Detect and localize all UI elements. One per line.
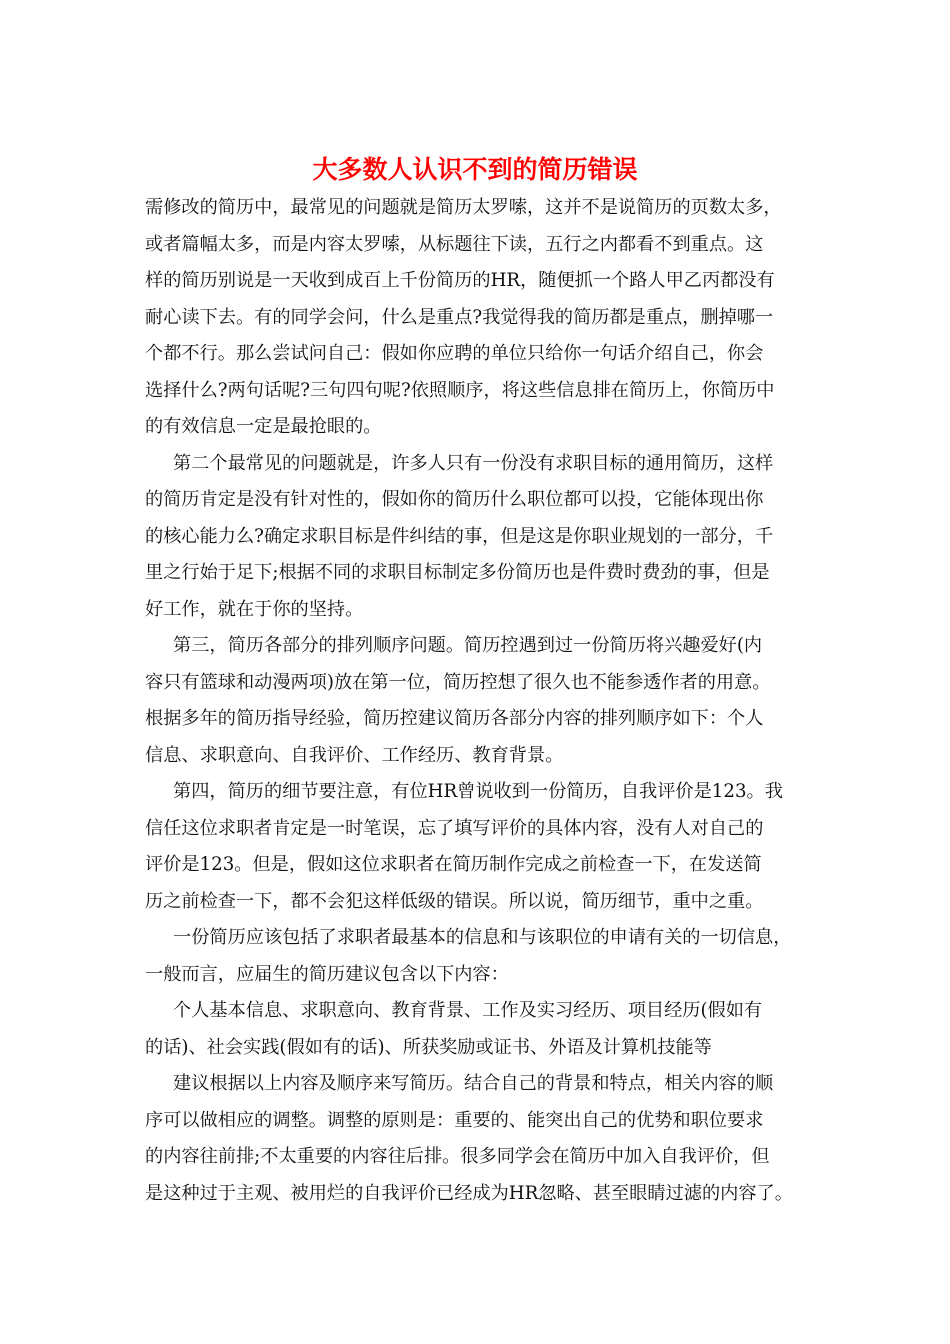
- body-line: 是这种过于主观、被用烂的自我评价已经成为HR忽略、甚至眼睛过滤的内容了。: [145, 1182, 793, 1204]
- body-line: 样的简历别说是一天收到成百上千份简历的HR，随便抓一个路人甲乙丙都没有: [145, 270, 775, 291]
- body-line: 的话)、社会实践(假如有的话)、所获奖励或证书、外语及计算机技能等: [145, 1036, 712, 1058]
- body-line: 建议根据以上内容及顺序来写简历。结合自己的背景和特点，相关内容的顺: [173, 1073, 774, 1094]
- body-line: 历之前检查一下，都不会犯这样低级的错误。所以说，简历细节，重中之重。: [145, 890, 764, 912]
- body-line: 容只有篮球和动漫两项)放在第一位，简历控想了很久也不能参透作者的用意。: [145, 671, 771, 693]
- body-line: 第二个最常见的问题就是，许多人只有一份没有求职目标的通用简历，这样: [173, 452, 774, 474]
- body-line: 个都不行。那么尝试问自己：假如你应聘的单位只给你一句话介绍自己，你会: [145, 343, 764, 364]
- body-line: 评价是123。但是，假如这位求职者在简历制作完成之前检查一下，在发送简: [145, 854, 762, 875]
- body-line: 个人基本信息、求职意向、教育背景、工作及实习经历、项目经历(假如有: [173, 1000, 763, 1021]
- body-line: 一份简历应该包括了求职者最基本的信息和与该职位的申请有关的一切信息，: [173, 927, 792, 948]
- body-line: 序可以做相应的调整。调整的原则是：重要的、能突出自己的优势和职位要求: [145, 1109, 764, 1131]
- body-line: 里之行始于足下;根据不同的求职目标制定多份简历也是件费时费劲的事，但是: [145, 562, 770, 583]
- body-line: 的简历肯定是没有针对性的，假如你的简历什么职位都可以投，它能体现出你: [145, 489, 764, 510]
- body-line: 好工作，就在于你的坚持。: [145, 598, 364, 620]
- body-line: 根据多年的简历指导经验，简历控建议简历各部分内容的排列顺序如下：个人: [145, 708, 764, 729]
- body-line: 第三，简历各部分的排列顺序问题。简历控遇到过一份简历将兴趣爱好(内: [173, 635, 763, 656]
- body-line: 的内容往前排;不太重要的内容往后排。很多同学会在简历中加入自我评价，但: [145, 1146, 770, 1167]
- body-line: 信任这位求职者肯定是一时笔误，忘了填写评价的具体内容，没有人对自己的: [145, 817, 764, 839]
- body-line: 的有效信息一定是最抢眼的。: [145, 416, 382, 437]
- body-line: 耐心读下去。有的同学会问，什么是重点?我觉得我的简历都是重点，删掉哪一: [145, 306, 774, 328]
- document-body: [145, 190, 825, 1212]
- body-line: 需修改的简历中，最常见的问题就是简历太罗嗦，这并不是说简历的页数太多，: [145, 197, 782, 218]
- body-line: 一般而言，应届生的简历建议包含以下内容：: [145, 963, 509, 985]
- body-line: 或者篇幅太多，而是内容太罗嗦，从标题往下读，五行之内都看不到重点。这: [145, 233, 764, 255]
- body-line: 选择什么?两句话呢?三句四句呢?依照顺序，将这些信息排在简历上，你简历中: [145, 379, 775, 401]
- body-line: 的核心能力么?确定求职目标是件纠结的事，但是这是你职业规划的一部分，千: [145, 525, 774, 547]
- document-title: 大多数人认识不到的简历错误: [312, 155, 638, 184]
- body-line: 第四，简历的细节要注意，有位HR曾说收到一份简历，自我评价是123。我: [173, 781, 783, 802]
- body-line: 信息、求职意向、自我评价、工作经历、教育背景。: [145, 744, 564, 766]
